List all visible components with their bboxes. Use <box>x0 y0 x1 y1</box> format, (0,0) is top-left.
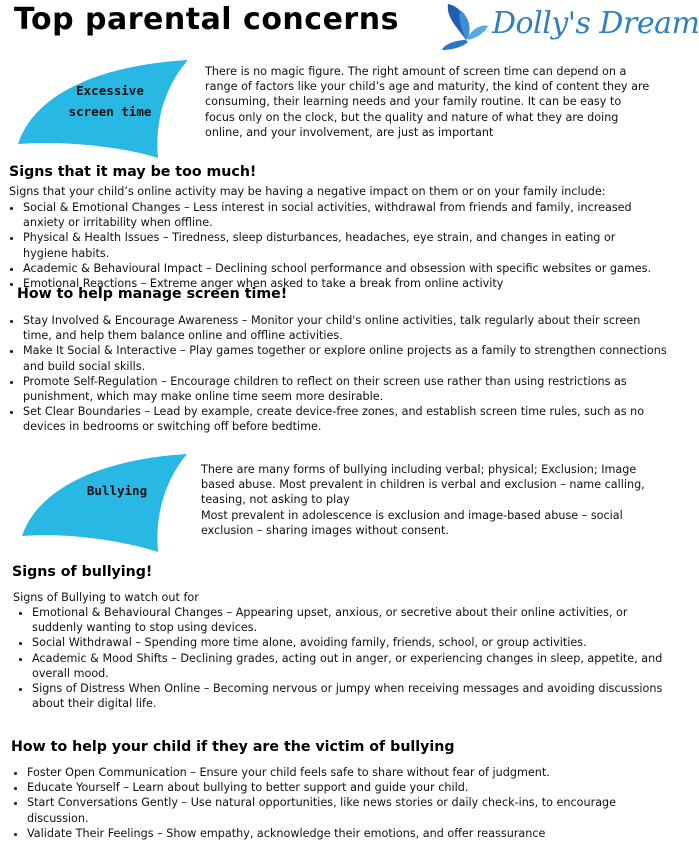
screen-time-description: There is no magic figure. The right amount of screen time can depend on a range of factors like your child’s age and maturity, the kind of content they are consuming, their learning needs and your family routine. It can be easy to focus only on the clock, but the quality and nature of what they are doing online, and your involvement, are just as important <box>205 65 650 139</box>
list-item: • Physical & Health Issues – Tiredness, sleep disturbances, headaches, eye strain, and changes in eating or hygiene habits. <box>23 230 663 260</box>
list-item: • Set Clear Boundaries – Lead by example, create device-free zones, and establish screen time rules, such as no devices in bedrooms or switching off before bedtime. <box>23 404 669 434</box>
list-item: • Make It Social & Interactive – Play games together or explore online projects as a family to strengthen connections and build social skills. <box>23 343 669 373</box>
screen-time-badge <box>18 58 193 158</box>
screen-time-badge-label: Excessive screen time <box>68 83 152 119</box>
bullying-signs-intro: Signs of Bullying to watch out for <box>13 591 199 604</box>
bullying-help-heading: How to help your child if they are the victim of bullying <box>11 739 455 755</box>
list-item: • Start Conversations Gently – Use natural opportunities, like news stories or daily check-ins, to encourage discussion. <box>27 795 673 825</box>
bullying-description: There are many forms of bullying including verbal; physical; Exclusion; Image based abuse. Most prevalent in children is verbal and exclusion – name calling, teasing, not asking to play Most prevalent in adolescence is exclusion and image-based abuse – social exclusion – sharing images without consent. <box>201 463 645 537</box>
screen-time-help-heading: How to help manage screen time! <box>17 286 288 302</box>
list-item: • Validate Their Feelings – Show empathy, acknowledge their emotions, and offer reassurance <box>27 826 673 841</box>
butterfly-icon <box>438 0 494 50</box>
screen-time-signs-intro: Signs that your child’s online activity may be having a negative impact on them or on your family include: <box>9 185 606 198</box>
list-item: • Social & Emotional Changes – Less interest in social activities, withdrawal from friends and family, increased anxiety or irritability when offline. <box>23 200 663 230</box>
list-item: • Stay Involved & Encourage Awareness – Monitor your child's online activities, talk regularly about their screen time, and help them balance online and offline activities. <box>23 313 669 343</box>
logo <box>438 0 699 50</box>
bullying-badge-label: Bullying <box>86 483 148 498</box>
list-item: • Signs of Distress When Online – Becoming nervous or jumpy when receiving messages and avoiding discussions about their digital life. <box>32 681 672 711</box>
screen-time-signs-list <box>9 200 663 291</box>
list-item: • Academic & Behavioural Impact – Declining school performance and obsession with specific websites or games. <box>23 261 663 276</box>
bullying-help-list <box>13 765 673 841</box>
badge-shape <box>22 452 192 552</box>
bullying-signs-list <box>18 605 672 711</box>
screen-time-help-list <box>9 313 669 435</box>
list-item: • Social Withdrawal – Spending more time alone, avoiding family, friends, school, or group activities. <box>32 635 672 650</box>
page-title: Top parental concerns <box>14 2 399 37</box>
bullying-signs-heading: Signs of bullying! <box>12 564 153 580</box>
logo-text: Dolly's Dream <box>492 6 699 41</box>
list-item: • Emotional Reactions – Extreme anger when asked to take a break from online activity <box>23 276 663 291</box>
list-item: • Academic & Mood Shifts – Declining grades, acting out in anger, or experiencing changes in sleep, appetite, and overall mood. <box>32 651 672 681</box>
bullying-badge <box>22 452 192 552</box>
screen-time-signs-heading: Signs that it may be too much! <box>9 164 257 180</box>
list-item: • Emotional & Behavioural Changes – Appearing upset, anxious, or secretive about their online activities, or suddenly wanting to stop using devices. <box>32 605 672 635</box>
list-item: • Foster Open Communication – Ensure your child feels safe to share without fear of judgment. <box>27 765 673 780</box>
list-item: • Promote Self-Regulation – Encourage children to reflect on their screen use rather than using restrictions as punishment, which may make online time seem more desirable. <box>23 374 669 404</box>
list-item: • Educate Yourself – Learn about bullying to better support and guide your child. <box>27 780 673 795</box>
